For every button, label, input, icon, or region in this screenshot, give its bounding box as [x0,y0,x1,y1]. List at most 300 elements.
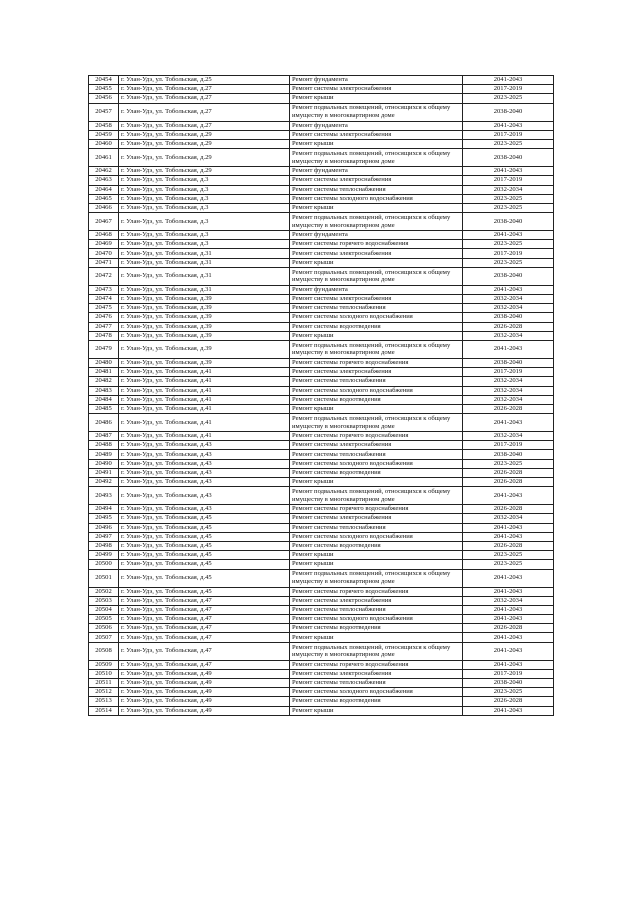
work-type-cell: Ремонт системы холодного водоснабжения [290,532,463,541]
work-type-cell: Ремонт системы холодного водоснабжения [290,194,463,203]
work-type-cell: Ремонт системы горячего водоснабжения [290,358,463,367]
row-number-cell: 20492 [89,478,119,487]
period-cell: 2023-2025 [463,240,554,249]
period-cell: 2032-2034 [463,596,554,605]
address-cell: г. Улан-Удэ, ул. Тобольская, д.45 [119,569,290,587]
row-number-cell: 20508 [89,642,119,660]
table-row [89,377,554,386]
address-cell: г. Улан-Удэ, ул. Тобольская, д.43 [119,459,290,468]
table-row [89,103,554,121]
address-cell: г. Улан-Удэ, ул. Тобольская, д.47 [119,624,290,633]
period-cell: 2038-2040 [463,149,554,167]
address-cell: г. Улан-Удэ, ул. Тобольская, д.43 [119,450,290,459]
address-cell: г. Улан-Удэ, ул. Тобольская, д.47 [119,642,290,660]
period-cell: 2023-2025 [463,203,554,212]
table-row [89,414,554,432]
period-cell: 2041-2043 [463,523,554,532]
period-cell: 2017-2019 [463,130,554,139]
address-cell: г. Улан-Удэ, ул. Тобольская, д.45 [119,514,290,523]
work-type-cell: Ремонт системы водоотведения [290,697,463,706]
row-number-cell: 20499 [89,551,119,560]
row-number-cell: 20488 [89,441,119,450]
table-row [89,285,554,294]
table-row [89,368,554,377]
table-row [89,194,554,203]
period-cell: 2032-2034 [463,304,554,313]
table-row [89,587,554,596]
table-row [89,706,554,715]
period-cell: 2041-2043 [463,706,554,715]
row-number-cell: 20474 [89,295,119,304]
period-cell: 2032-2034 [463,185,554,194]
work-type-cell: Ремонт системы электроснабжения [290,130,463,139]
address-cell: г. Улан-Удэ, ул. Тобольская, д.47 [119,660,290,669]
work-type-cell: Ремонт системы электроснабжения [290,176,463,185]
row-number-cell: 20485 [89,404,119,413]
row-number-cell: 20477 [89,322,119,331]
table-row [89,213,554,231]
table-row [89,551,554,560]
period-cell: 2026-2028 [463,541,554,550]
address-cell: г. Улан-Удэ, ул. Тобольская, д.43 [119,505,290,514]
row-number-cell: 20467 [89,213,119,231]
period-cell: 2038-2040 [463,450,554,459]
table-row [89,240,554,249]
address-cell: г. Улан-Удэ, ул. Тобольская, д.45 [119,541,290,550]
period-cell: 2023-2025 [463,139,554,148]
period-cell: 2041-2043 [463,487,554,505]
row-number-cell: 20512 [89,688,119,697]
address-cell: г. Улан-Удэ, ул. Тобольская, д.31 [119,258,290,267]
period-cell: 2023-2025 [463,560,554,569]
address-cell: г. Улан-Удэ, ул. Тобольская, д.43 [119,441,290,450]
work-type-cell: Ремонт системы электроснабжения [290,295,463,304]
work-type-cell: Ремонт системы холодного водоснабжения [290,459,463,468]
period-cell: 2023-2025 [463,459,554,468]
period-cell: 2041-2043 [463,532,554,541]
address-cell: г. Улан-Удэ, ул. Тобольская, д.3 [119,176,290,185]
table-row [89,505,554,514]
work-type-cell: Ремонт системы теплоснабжения [290,450,463,459]
work-type-cell: Ремонт системы электроснабжения [290,669,463,678]
row-number-cell: 20501 [89,569,119,587]
address-cell: г. Улан-Удэ, ул. Тобольская, д.41 [119,414,290,432]
row-number-cell: 20463 [89,176,119,185]
work-type-cell: Ремонт системы холодного водоснабжения [290,615,463,624]
address-cell: г. Улан-Удэ, ул. Тобольская, д.31 [119,267,290,285]
table-row [89,432,554,441]
table-row [89,149,554,167]
table-row [89,340,554,358]
row-number-cell: 20468 [89,231,119,240]
table-row [89,642,554,660]
row-number-cell: 20455 [89,85,119,94]
address-cell: г. Улан-Удэ, ул. Тобольская, д.45 [119,551,290,560]
row-number-cell: 20459 [89,130,119,139]
period-cell: 2038-2040 [463,679,554,688]
address-cell: г. Улан-Удэ, ул. Тобольская, д.3 [119,240,290,249]
table-row [89,633,554,642]
period-cell: 2041-2043 [463,569,554,587]
period-cell: 2032-2034 [463,295,554,304]
row-number-cell: 20513 [89,697,119,706]
table-row [89,523,554,532]
period-cell: 2017-2019 [463,368,554,377]
work-type-cell: Ремонт крыши [290,551,463,560]
work-type-cell: Ремонт системы холодного водоснабжения [290,386,463,395]
work-type-cell: Ремонт системы теплоснабжения [290,304,463,313]
table-row [89,679,554,688]
row-number-cell: 20500 [89,560,119,569]
table-row [89,478,554,487]
work-type-cell: Ремонт подвальных помещений, относящихся к общему имуществу в многоквартирном доме [290,414,463,432]
address-cell: г. Улан-Удэ, ул. Тобольская, д.43 [119,478,290,487]
row-number-cell: 20460 [89,139,119,148]
address-cell: г. Улан-Удэ, ул. Тобольская, д.49 [119,688,290,697]
period-cell: 2041-2043 [463,587,554,596]
row-number-cell: 20491 [89,468,119,477]
table-row [89,605,554,614]
work-type-cell: Ремонт системы электроснабжения [290,368,463,377]
row-number-cell: 20497 [89,532,119,541]
period-cell: 2026-2028 [463,505,554,514]
address-cell: г. Улан-Удэ, ул. Тобольская, д.41 [119,386,290,395]
period-cell: 2041-2043 [463,633,554,642]
address-cell: г. Улан-Удэ, ул. Тобольская, д.39 [119,295,290,304]
address-cell: г. Улан-Удэ, ул. Тобольская, д.29 [119,167,290,176]
row-number-cell: 20478 [89,331,119,340]
address-cell: г. Улан-Удэ, ул. Тобольская, д.39 [119,322,290,331]
table-row [89,569,554,587]
address-cell: г. Улан-Удэ, ул. Тобольская, д.31 [119,285,290,294]
address-cell: г. Улан-Удэ, ул. Тобольская, д.47 [119,596,290,605]
period-cell: 2032-2034 [463,514,554,523]
work-type-cell: Ремонт крыши [290,633,463,642]
work-type-cell: Ремонт системы теплоснабжения [290,377,463,386]
work-type-cell: Ремонт системы электроснабжения [290,596,463,605]
work-type-cell: Ремонт подвальных помещений, относящихся к общему имуществу в многоквартирном доме [290,267,463,285]
table-row [89,139,554,148]
work-type-cell: Ремонт системы холодного водоснабжения [290,313,463,322]
row-number-cell: 20490 [89,459,119,468]
address-cell: г. Улан-Удэ, ул. Тобольская, д.3 [119,185,290,194]
work-type-cell: Ремонт системы электроснабжения [290,249,463,258]
period-cell: 2026-2028 [463,322,554,331]
row-number-cell: 20509 [89,660,119,669]
work-type-cell: Ремонт крыши [290,706,463,715]
row-number-cell: 20505 [89,615,119,624]
work-type-cell: Ремонт системы электроснабжения [290,514,463,523]
period-cell: 2041-2043 [463,642,554,660]
address-cell: г. Улан-Удэ, ул. Тобольская, д.49 [119,697,290,706]
period-cell: 2041-2043 [463,414,554,432]
work-type-cell: Ремонт крыши [290,203,463,212]
table-row [89,76,554,85]
address-cell: г. Улан-Удэ, ул. Тобольская, д.29 [119,139,290,148]
address-cell: г. Улан-Удэ, ул. Тобольская, д.39 [119,358,290,367]
period-cell: 2032-2034 [463,432,554,441]
work-type-cell: Ремонт фундамента [290,231,463,240]
period-cell: 2041-2043 [463,76,554,85]
row-number-cell: 20473 [89,285,119,294]
period-cell: 2041-2043 [463,285,554,294]
table-row [89,404,554,413]
table-row [89,450,554,459]
address-cell: г. Улан-Удэ, ул. Тобольская, д.27 [119,103,290,121]
work-type-cell: Ремонт крыши [290,404,463,413]
period-cell: 2038-2040 [463,358,554,367]
period-cell: 2026-2028 [463,404,554,413]
period-cell: 2038-2040 [463,313,554,322]
work-type-cell: Ремонт крыши [290,478,463,487]
table-row [89,697,554,706]
row-number-cell: 20471 [89,258,119,267]
table-row [89,395,554,404]
work-type-cell: Ремонт системы водоотведения [290,395,463,404]
address-cell: г. Улан-Удэ, ул. Тобольская, д.41 [119,377,290,386]
row-number-cell: 20479 [89,340,119,358]
row-number-cell: 20482 [89,377,119,386]
table-row [89,468,554,477]
table-row [89,185,554,194]
row-number-cell: 20498 [89,541,119,550]
address-cell: г. Улан-Удэ, ул. Тобольская, д.41 [119,368,290,377]
table-row [89,386,554,395]
table-row [89,541,554,550]
work-type-cell: Ремонт системы водоотведения [290,541,463,550]
address-cell: г. Улан-Удэ, ул. Тобольская, д.3 [119,203,290,212]
row-number-cell: 20456 [89,94,119,103]
work-type-cell: Ремонт крыши [290,139,463,148]
work-type-cell: Ремонт подвальных помещений, относящихся к общему имуществу в многоквартирном доме [290,103,463,121]
period-cell: 2017-2019 [463,249,554,258]
row-number-cell: 20502 [89,587,119,596]
work-type-cell: Ремонт крыши [290,560,463,569]
address-cell: г. Улан-Удэ, ул. Тобольская, д.47 [119,633,290,642]
address-cell: г. Улан-Удэ, ул. Тобольская, д.39 [119,340,290,358]
work-type-cell: Ремонт системы горячего водоснабжения [290,505,463,514]
table-row [89,358,554,367]
address-cell: г. Улан-Удэ, ул. Тобольская, д.31 [119,249,290,258]
row-number-cell: 20470 [89,249,119,258]
table-row [89,167,554,176]
work-type-cell: Ремонт подвальных помещений, относящихся к общему имуществу в многоквартирном доме [290,340,463,358]
period-cell: 2041-2043 [463,340,554,358]
table-row [89,203,554,212]
period-cell: 2026-2028 [463,468,554,477]
table-row [89,459,554,468]
period-cell: 2026-2028 [463,478,554,487]
address-cell: г. Улан-Удэ, ул. Тобольская, д.49 [119,679,290,688]
work-type-cell: Ремонт системы горячего водоснабжения [290,432,463,441]
address-cell: г. Улан-Удэ, ул. Тобольская, д.45 [119,587,290,596]
table-row [89,121,554,130]
row-number-cell: 20462 [89,167,119,176]
address-cell: г. Улан-Удэ, ул. Тобольская, д.39 [119,304,290,313]
row-number-cell: 20458 [89,121,119,130]
row-number-cell: 20480 [89,358,119,367]
period-cell: 2017-2019 [463,85,554,94]
table-row [89,615,554,624]
address-cell: г. Улан-Удэ, ул. Тобольская, д.41 [119,404,290,413]
period-cell: 2017-2019 [463,176,554,185]
address-cell: г. Улан-Удэ, ул. Тобольская, д.29 [119,149,290,167]
row-number-cell: 20514 [89,706,119,715]
table-row [89,669,554,678]
address-cell: г. Улан-Удэ, ул. Тобольская, д.39 [119,331,290,340]
address-cell: г. Улан-Удэ, ул. Тобольская, д.41 [119,395,290,404]
table-row [89,487,554,505]
address-cell: г. Улан-Удэ, ул. Тобольская, д.43 [119,468,290,477]
address-cell: г. Улан-Удэ, ул. Тобольская, д.27 [119,121,290,130]
work-type-cell: Ремонт системы теплоснабжения [290,679,463,688]
table-row [89,688,554,697]
work-type-cell: Ремонт системы теплоснабжения [290,185,463,194]
period-cell: 2017-2019 [463,669,554,678]
period-cell: 2023-2025 [463,688,554,697]
address-cell: г. Улан-Удэ, ул. Тобольская, д.3 [119,194,290,203]
repair-schedule-table [88,75,554,716]
table-row [89,231,554,240]
address-cell: г. Улан-Удэ, ул. Тобольская, д.27 [119,94,290,103]
row-number-cell: 20457 [89,103,119,121]
period-cell: 2032-2034 [463,377,554,386]
row-number-cell: 20504 [89,605,119,614]
table-row [89,514,554,523]
row-number-cell: 20496 [89,523,119,532]
work-type-cell: Ремонт системы водоотведения [290,322,463,331]
period-cell: 2041-2043 [463,660,554,669]
work-type-cell: Ремонт системы водоотведения [290,468,463,477]
work-type-cell: Ремонт системы электроснабжения [290,441,463,450]
row-number-cell: 20481 [89,368,119,377]
table-row [89,295,554,304]
row-number-cell: 20511 [89,679,119,688]
row-number-cell: 20483 [89,386,119,395]
address-cell: г. Улан-Удэ, ул. Тобольская, д.29 [119,130,290,139]
address-cell: г. Улан-Удэ, ул. Тобольская, д.27 [119,85,290,94]
address-cell: г. Улан-Удэ, ул. Тобольская, д.25 [119,76,290,85]
table-row [89,532,554,541]
address-cell: г. Улан-Удэ, ул. Тобольская, д.43 [119,487,290,505]
work-type-cell: Ремонт системы горячего водоснабжения [290,587,463,596]
table-row [89,249,554,258]
work-type-cell: Ремонт фундамента [290,285,463,294]
table-row [89,560,554,569]
work-type-cell: Ремонт фундамента [290,76,463,85]
row-number-cell: 20494 [89,505,119,514]
period-cell: 2038-2040 [463,213,554,231]
period-cell: 2026-2028 [463,624,554,633]
work-type-cell: Ремонт системы теплоснабжения [290,523,463,532]
row-number-cell: 20484 [89,395,119,404]
work-type-cell: Ремонт подвальных помещений, относящихся к общему имуществу в многоквартирном доме [290,213,463,231]
row-number-cell: 20465 [89,194,119,203]
period-cell: 2026-2028 [463,697,554,706]
work-type-cell: Ремонт системы горячего водоснабжения [290,660,463,669]
address-cell: г. Улан-Удэ, ул. Тобольская, д.49 [119,669,290,678]
table-body [89,76,554,716]
work-type-cell: Ремонт подвальных помещений, относящихся к общему имуществу в многоквартирном доме [290,569,463,587]
row-number-cell: 20475 [89,304,119,313]
address-cell: г. Улан-Удэ, ул. Тобольская, д.47 [119,615,290,624]
work-type-cell: Ремонт крыши [290,94,463,103]
work-type-cell: Ремонт системы электроснабжения [290,85,463,94]
table-row [89,624,554,633]
address-cell: г. Улан-Удэ, ул. Тобольская, д.47 [119,605,290,614]
row-number-cell: 20476 [89,313,119,322]
table-row [89,660,554,669]
period-cell: 2041-2043 [463,605,554,614]
row-number-cell: 20507 [89,633,119,642]
table-row [89,267,554,285]
table-row [89,85,554,94]
table-row [89,176,554,185]
address-cell: г. Улан-Удэ, ул. Тобольская, д.39 [119,313,290,322]
work-type-cell: Ремонт фундамента [290,121,463,130]
row-number-cell: 20466 [89,203,119,212]
address-cell: г. Улан-Удэ, ул. Тобольская, д.45 [119,560,290,569]
address-cell: г. Улан-Удэ, ул. Тобольская, д.41 [119,432,290,441]
row-number-cell: 20472 [89,267,119,285]
work-type-cell: Ремонт системы теплоснабжения [290,605,463,614]
period-cell: 2041-2043 [463,615,554,624]
address-cell: г. Улан-Удэ, ул. Тобольская, д.49 [119,706,290,715]
period-cell: 2032-2034 [463,331,554,340]
address-cell: г. Улан-Удэ, ул. Тобольская, д.3 [119,213,290,231]
work-type-cell: Ремонт системы горячего водоснабжения [290,240,463,249]
work-type-cell: Ремонт системы холодного водоснабжения [290,688,463,697]
row-number-cell: 20495 [89,514,119,523]
work-type-cell: Ремонт фундамента [290,167,463,176]
period-cell: 2023-2025 [463,94,554,103]
row-number-cell: 20487 [89,432,119,441]
row-number-cell: 20510 [89,669,119,678]
period-cell: 2038-2040 [463,267,554,285]
work-type-cell: Ремонт крыши [290,331,463,340]
table-row [89,441,554,450]
row-number-cell: 20454 [89,76,119,85]
table-row [89,322,554,331]
table-row [89,258,554,267]
row-number-cell: 20461 [89,149,119,167]
address-cell: г. Улан-Удэ, ул. Тобольская, д.45 [119,523,290,532]
work-type-cell: Ремонт подвальных помещений, относящихся к общему имуществу в многоквартирном доме [290,642,463,660]
table-row [89,331,554,340]
table-row [89,94,554,103]
row-number-cell: 20489 [89,450,119,459]
period-cell: 2032-2034 [463,386,554,395]
address-cell: г. Улан-Удэ, ул. Тобольская, д.45 [119,532,290,541]
period-cell: 2023-2025 [463,194,554,203]
work-type-cell: Ремонт подвальных помещений, относящихся к общему имуществу в многоквартирном доме [290,487,463,505]
period-cell: 2041-2043 [463,121,554,130]
table-row [89,313,554,322]
period-cell: 2041-2043 [463,231,554,240]
period-cell: 2023-2025 [463,551,554,560]
row-number-cell: 20506 [89,624,119,633]
address-cell: г. Улан-Удэ, ул. Тобольская, д.3 [119,231,290,240]
row-number-cell: 20503 [89,596,119,605]
work-type-cell: Ремонт крыши [290,258,463,267]
period-cell: 2032-2034 [463,395,554,404]
period-cell: 2038-2040 [463,103,554,121]
row-number-cell: 20486 [89,414,119,432]
row-number-cell: 20464 [89,185,119,194]
work-type-cell: Ремонт подвальных помещений, относящихся к общему имуществу в многоквартирном доме [290,149,463,167]
row-number-cell: 20469 [89,240,119,249]
work-type-cell: Ремонт системы водоотведения [290,624,463,633]
